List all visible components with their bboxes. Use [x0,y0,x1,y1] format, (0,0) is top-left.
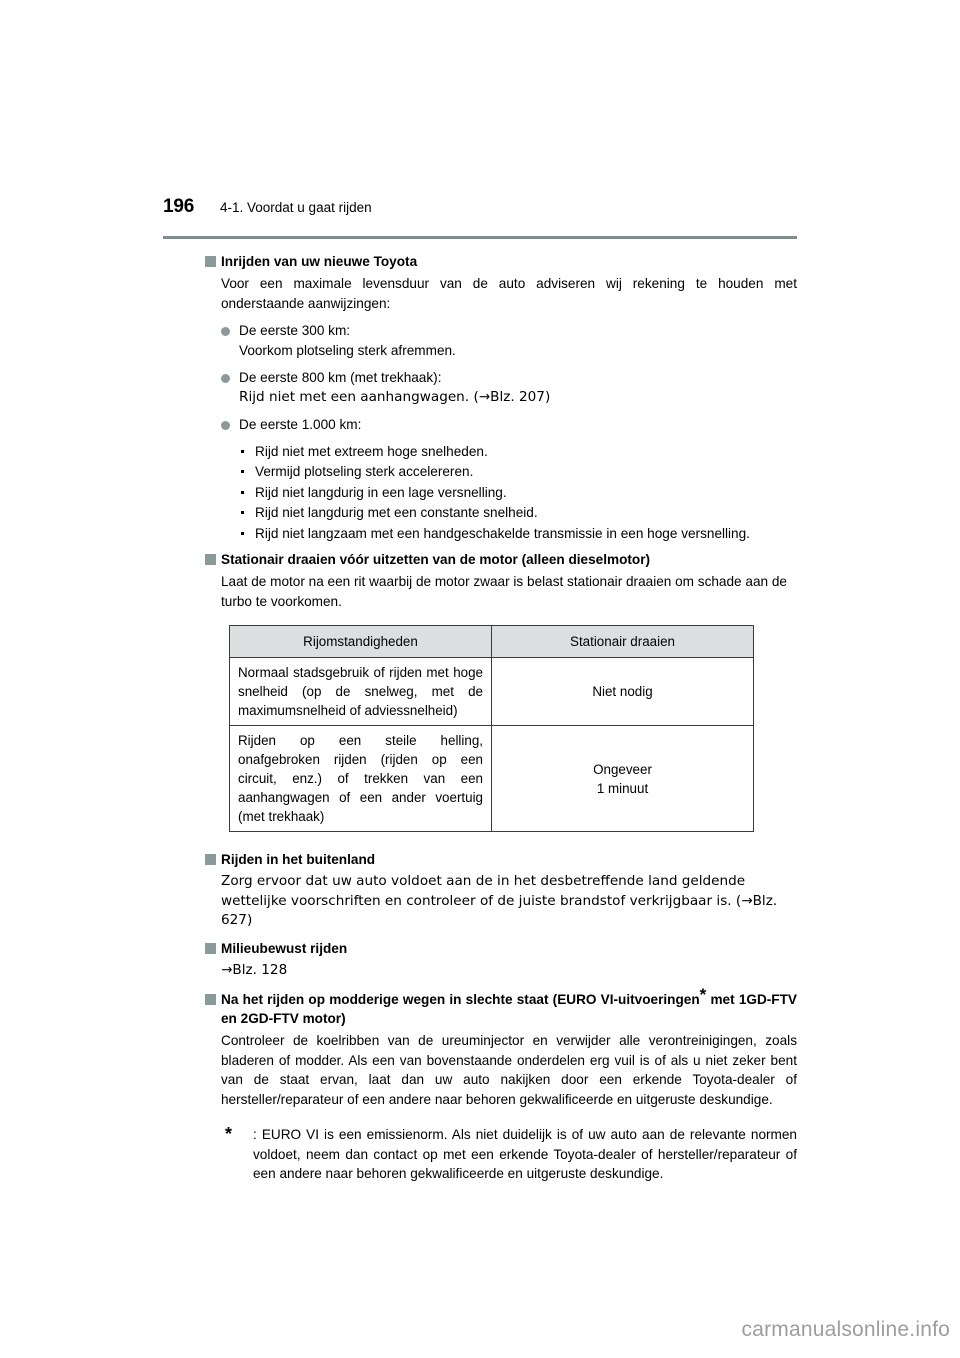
cell-idling-value: Niet nodig [492,658,754,726]
cell-idling-line2: 1 minuut [596,780,649,796]
table-header-row [230,626,754,658]
sub-bullet-text: Rijd niet langdurig met een constante snelheid. [255,505,538,520]
list-item [163,442,797,462]
square-bullet-icon [241,491,244,494]
section-heading-buitenland [163,850,797,869]
bullet-label: De eerste 800 km (met trekhaak): [239,370,442,385]
idling-table [229,625,754,832]
section-heading-text-part1: Na het rijden op modderige wegen in slechte staat (EURO VI-uitvoeringen [221,992,700,1007]
list-item [163,415,797,435]
idling-table-wrapper [163,625,797,832]
paragraph-stationair: Laat de motor na een rit waarbij de motor zwaar is belast stationair draaien om schade aan de turbo te voorkomen. [221,574,787,609]
cell-idling-line1: Ongeveer [593,761,652,777]
sub-bullet-text: Rijd niet langzaam met een handgeschakelde transmissie in een hoge versnelling. [255,525,750,541]
sub-bullet-text: Vermijd plotseling sterk accelereren. [255,464,474,479]
bullet-label: De eerste 300 km: [239,323,351,338]
page-number: 196 [163,196,195,217]
square-bullet-icon [241,450,244,453]
page-header [163,196,797,226]
column-header-idling: Stationair draaien [492,626,754,658]
page-reference-milieubewust: →Blz. 128 [221,961,288,978]
square-bullet-icon [241,532,244,535]
section-marker-square-icon [205,554,216,565]
section-heading-text: Stationair draaien vóór uitzetten van de motor (alleen dieselmotor) [221,552,651,567]
section-heading-text: Milieubewust rijden [221,940,348,956]
sub-bullet-text: Rijd niet langdurig in een lage versnelling. [255,484,507,500]
list-item [163,524,797,544]
bullet-detail: Voorkom plotseling sterk afremmen. [239,342,456,358]
bullet-label: De eerste 1.000 km: [239,417,362,432]
list-item [163,321,797,360]
section-marker-square-icon [205,943,216,954]
round-bullet-icon [221,421,230,430]
cell-condition: Normaal stadsgebruik of rijden met hoge snelheid (op de snelweg, met de maximumsnelheid of adviessnelheid) [230,658,492,726]
paragraph-buitenland: Zorg ervoor dat uw auto voldoet aan de in het desbetreffende land geldende wettelijke voorschriften en controleer of de juiste brandstof verkrijgbaar is. (→Blz. 627) [221,873,778,928]
section-heading-text-part2: met 1GD-FTV en 2GD-FTV motor) [221,992,797,1026]
footnote [163,1125,797,1184]
column-header-conditions: Rijomstandigheden [230,626,492,658]
footnote-text: : EURO VI is een emissienorm. Als niet duidelijk is of uw auto aan de relevante normen voldoet, neem dan contact op met een erkende Toyota-dealer of hersteller/reparateur of een andere naar behoren gekwalificeerde en uitgeruste deskundige. [253,1127,797,1181]
watermark: carmanualsonline.info [741,1318,950,1341]
paragraph-inrijden-intro: Voor een maximale levensduur van de auto adviseren wij rekening te houden met onderstaande aanwijzingen: [221,276,797,311]
list-item [163,503,797,523]
section-marker-square-icon [205,994,216,1005]
footnote-asterisk-marker: * [699,985,707,1005]
header-divider [163,236,797,239]
sub-bullet-text: Rijd niet met extreem hoge snelheden. [255,443,488,459]
bullet-detail: Rijd niet met een aanhangwagen. (→Blz. 207) [239,388,551,405]
section-heading-milieubewust [163,939,797,958]
cell-idling-value [492,726,754,832]
table-row [230,658,754,726]
footnote-marker: * [225,1124,233,1144]
round-bullet-icon [221,374,230,383]
section-marker-square-icon [205,854,216,865]
square-bullet-icon [241,511,244,514]
header-section-title: 4-1. Voordat u gaat rijden [220,200,372,215]
section-heading-stationair [163,550,797,569]
paragraph-modderige: Controleer de koelribben van de ureuminjector en verwijder alle verontreinigingen, zoals bladeren of modder. Als een van bovenstaande onderdelen erg vuil is of als u niet zeker bent van de staat ervan, laat dan uw auto nakijken door een erkende Toyota-dealer of hersteller/reparateur of een andere naar behoren gekwalificeerde en uitgeruste deskundige. [221,1033,797,1107]
square-bullet-icon [241,470,244,473]
list-item [163,462,797,482]
section-marker-square-icon [205,256,216,267]
cell-condition: Rijden op een steile helling, onafgebroken rijden (rijden op een circuit, enz.) of trekken van een aanhangwagen of een ander voertuig (met trekhaak) [230,726,492,832]
section-heading-text: Inrijden van uw nieuwe Toyota [221,254,418,269]
list-item [163,368,797,407]
section-heading-inrijden [163,252,797,271]
list-item [163,483,797,503]
page-content [163,246,797,1184]
section-heading-text: Rijden in het buitenland [221,852,376,867]
table-row [230,726,754,832]
round-bullet-icon [221,327,230,336]
section-heading-modderige [163,985,797,1028]
